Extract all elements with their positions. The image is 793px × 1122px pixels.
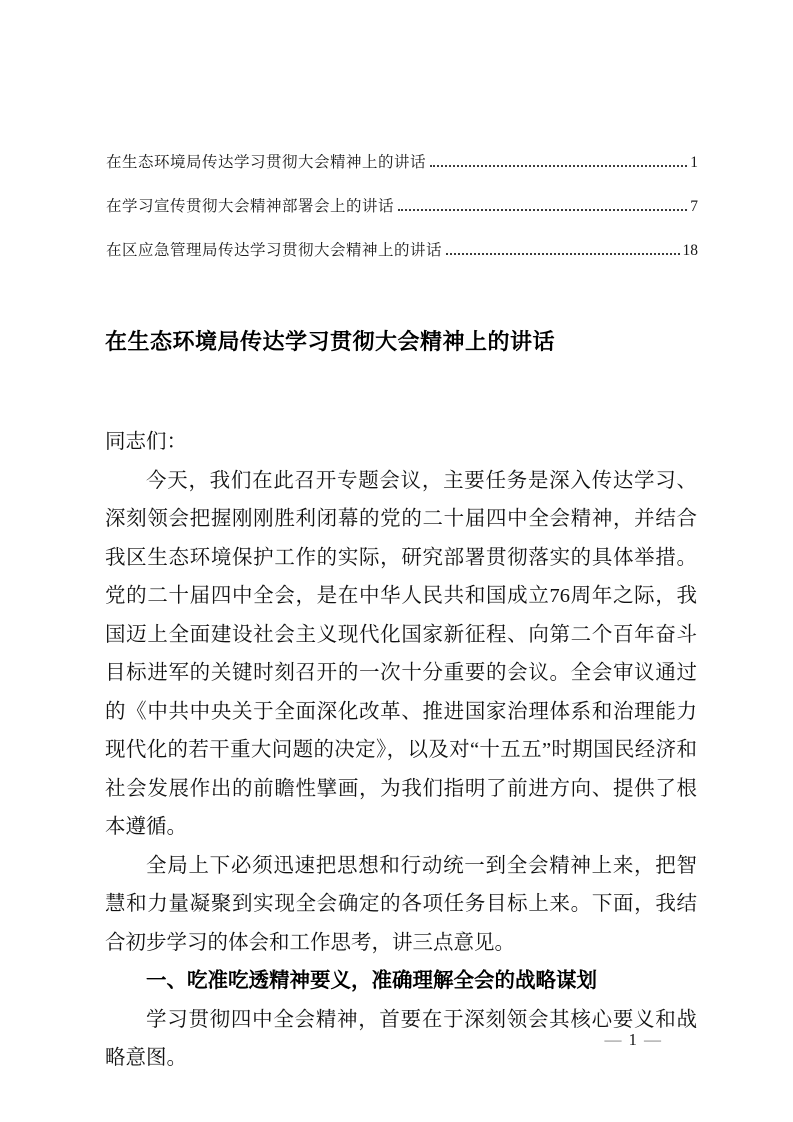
footer-dash-left: — [604, 1030, 622, 1049]
toc-entry-title: 在区应急管理局传达学习贯彻大会精神上的讲话 [106, 242, 443, 259]
body-paragraph: 全局上下必须迅速把思想和行动统一到全会精神上来，把智慧和力量凝聚到实现全会确定的各项任务目标上来。下面，我结合初步学习的体会和工作思考，讲三点意见。 [105, 854, 697, 954]
body-paragraph: 学习贯彻四中全会精神，首要在于深刻领会其核心要义和战略意图。 [105, 1008, 697, 1069]
body-paragraph: 今天，我们在此召开专题会议，主要任务是深入传达学习、深刻领会把握刚刚胜利闭幕的党的二十届四中全会精神，并结合我区生态环境保护工作的实际，研究部署贯彻落实的具体举措。党的二十届四中全会，是在中华人民共和国成立76周年之际，我国迈上全面建设社会主义现代化国家新征程、向第二个百年奋斗目标进军的关键时刻召开的一次十分重要的会议。全会审议通过的《中共中央关于全面深化改革、推进国家治理体系和治理能力现代化的若干重大问题的决定》，以及对“十五五”时期国民经济和社会发展作出的前瞻性擘画，为我们指明了前进方向、提供了根本遵循。 [105, 469, 697, 838]
toc-entry-title: 在学习宣传贯彻大会精神部署会上的讲话 [106, 198, 395, 215]
salutation: 同志们： [105, 431, 187, 453]
section-heading: 一、吃准吃透精神要义，准确理解全会的战略谋划 [146, 969, 597, 992]
article-title: 在生态环境局传达学习贯彻大会精神上的讲话 [105, 329, 556, 354]
toc-entry-page-number: 1 [690, 154, 698, 171]
toc-dot-leader [398, 209, 687, 211]
table-of-contents [106, 150, 698, 282]
page-footer [598, 1029, 669, 1051]
toc-dot-leader [446, 253, 679, 255]
toc-entry-page-number: 18 [682, 242, 698, 259]
footer-page-number: 1 [628, 1030, 637, 1049]
toc-entry[interactable] [106, 238, 698, 282]
toc-entry[interactable] [106, 150, 698, 194]
toc-entry[interactable] [106, 194, 698, 238]
article-body [105, 423, 697, 1078]
toc-entry-title: 在生态环境局传达学习贯彻大会精神上的讲话 [106, 154, 427, 171]
footer-dash-right: — [644, 1030, 661, 1049]
toc-entry-page-number: 7 [690, 198, 698, 215]
toc-dot-leader [430, 165, 687, 167]
